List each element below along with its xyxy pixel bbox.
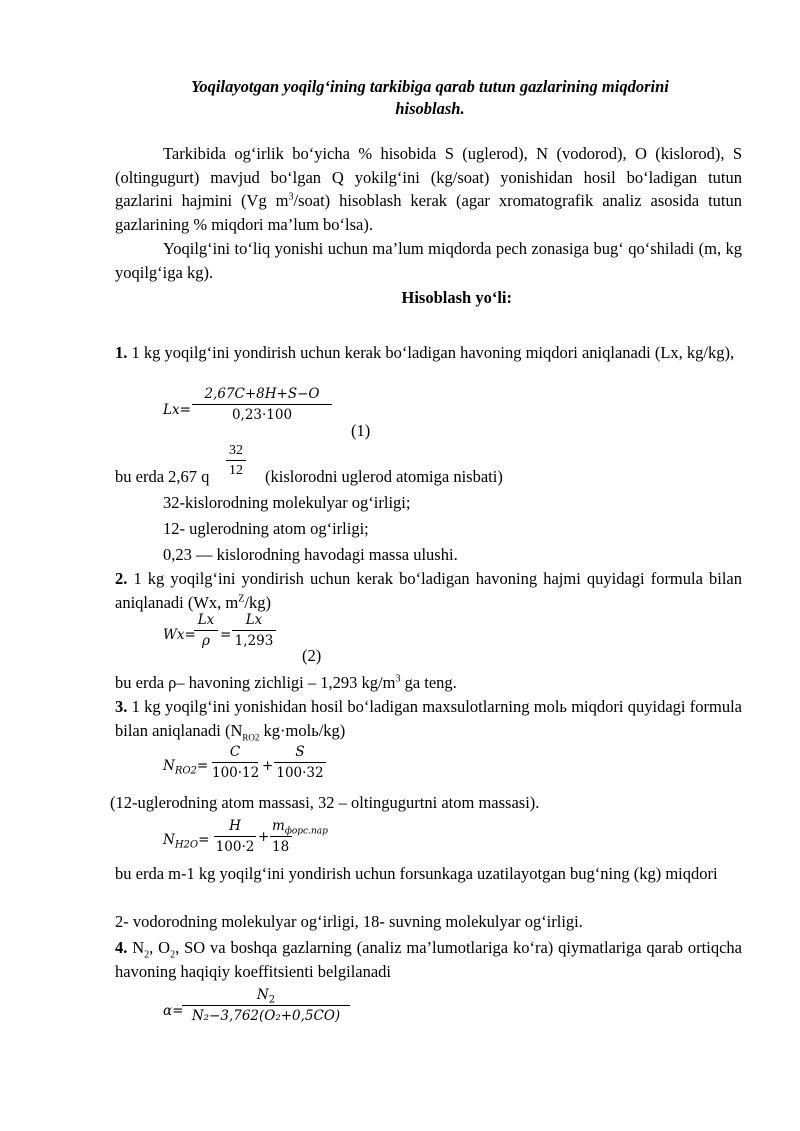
- formula-2-fraction-2: $\frac{Lx}{1,293}$: [232, 612, 276, 650]
- step-3-text: 3. 1 kg yoqilg‘ini yonishidan hosil bo‘ladigan maxsulotlarning molь miqdori quyidagi formula bilan aniqlanadi ($N_{RO2}$ kg·molь/kg): [115, 697, 742, 742]
- formula-2-equals: =: [220, 627, 232, 643]
- formula-4-fraction-1: $\frac{H}{100\cdot 2}$: [215, 818, 255, 855]
- formula-5-fraction: $\frac{N_2}{\text{N₂−3,762(O₂+0,5CO)}}$: [182, 987, 350, 1025]
- step-1-item-1: 32-kislorodning molekulyar og‘irligi;: [163, 493, 411, 512]
- equation-number-2: (2): [302, 646, 322, 665]
- formula-4-plus: +: [258, 829, 270, 845]
- step-2-text: 2. 1 kg yoqilg‘ini yondirish uchun kerak bo‘ladigan havoning hajmi quyidagi formula bilan aniqlanadi (Wx, $m^Z/kg$): [115, 569, 742, 612]
- step-1-item-3: 0,23 — kislorodning havodagi massa ulushi.: [163, 545, 458, 564]
- formula-2-fraction-1: $\frac{Lx}{\rho}$: [194, 612, 218, 650]
- step-4-text: 4. $N_2$, $O_2$, SO va boshqa gazlarning (analiz ma’lumotlariga ko‘ra) qiymatlariga qarab ortiqcha havoning haqiqiy koeffitsienti belgilanadi: [115, 938, 742, 981]
- step-3-note-1: (12-uglerodning atom massasi, 32 – oltingugurtni atom massasi).: [110, 793, 540, 812]
- method-heading: Hisoblash yo‘li:: [401, 288, 512, 307]
- equation-number-1: (1): [351, 421, 371, 440]
- ratio-fraction: $\frac{32}{12}$: [226, 443, 246, 479]
- title-line-2: hisoblash.: [395, 99, 465, 118]
- step-1-where-b: (kislorodni uglerod atomiga nisbati): [265, 467, 503, 486]
- formula-1-fraction: $\frac{2,67C+8H+S-O}{0,23\cdot 100}$: [192, 386, 332, 424]
- formula-2-lhs: Wx=: [163, 627, 196, 643]
- formula-5-lhs: α=: [163, 1003, 184, 1019]
- intro-paragraph-1: Tarkibida og‘irlik bo‘yicha % hisobida S (uglerod), N (vodorod), O (kislorod), S (oltingugurt) mavjud bo‘lgan Q yokilg‘ini (kg/soat) yonishidan hosil bo‘ladigan tutun gazlarini hajmini (Vg $m^3/soat$) hisoblash kerak (agar xromatografik analiz asosida tutun gazlarining % miqdori ma’lum bo‘lsa).: [115, 144, 742, 234]
- intro-paragraph-2: Yoqilg‘ini to‘liq yonishi uchun ma’lum miqdorda pech zonasiga bug‘ qo‘shiladi (m, kg yoqilg‘iga kg).: [115, 239, 742, 282]
- formula-3-plus: +: [262, 758, 274, 774]
- formula-1-lhs: Lx=: [163, 402, 191, 418]
- formula-3-lhs: $N_{RO2}=$: [163, 758, 209, 777]
- step-3-note-3: 2- vodorodning molekulyar og‘irligi, 18- suvning molekulyar og‘irligi.: [115, 912, 583, 931]
- formula-4-lhs: $N_{H2O}=$: [163, 832, 210, 851]
- formula-4-fraction-2: $m_{форс.пар}$ 18: [272, 818, 328, 855]
- document-title: [115, 76, 745, 120]
- title-line-1: Yoqilayotgan yoqilg‘ining tarkibiga qarab tutun gazlarining miqdorini: [191, 77, 669, 96]
- step-1-item-2: 12- uglerodning atom og‘irligi;: [163, 519, 369, 538]
- step-1-where-a: bu erda 2,67 q: [115, 467, 210, 486]
- formula-3-fraction-2: $\frac{S}{100\cdot 32}$: [274, 744, 326, 782]
- formula-3-fraction-1: $\frac{C}{100\cdot 12}$: [212, 744, 260, 781]
- step-2-where: bu erda ρ– havoning zichligi – 1,293 $kg/m^3$ ga teng.: [115, 673, 457, 692]
- step-3-note-2: bu erda m-1 kg yoqilg‘ini yondirish uchun forsunkaga uzatilayotgan bug‘ning (kg) miqdori: [115, 864, 718, 883]
- step-1-text: 1. 1 kg yoqilg‘ini yondirish uchun kerak bo‘ladigan havoning miqdori aniqlanadi (Lx, kg/kg),: [115, 343, 735, 362]
